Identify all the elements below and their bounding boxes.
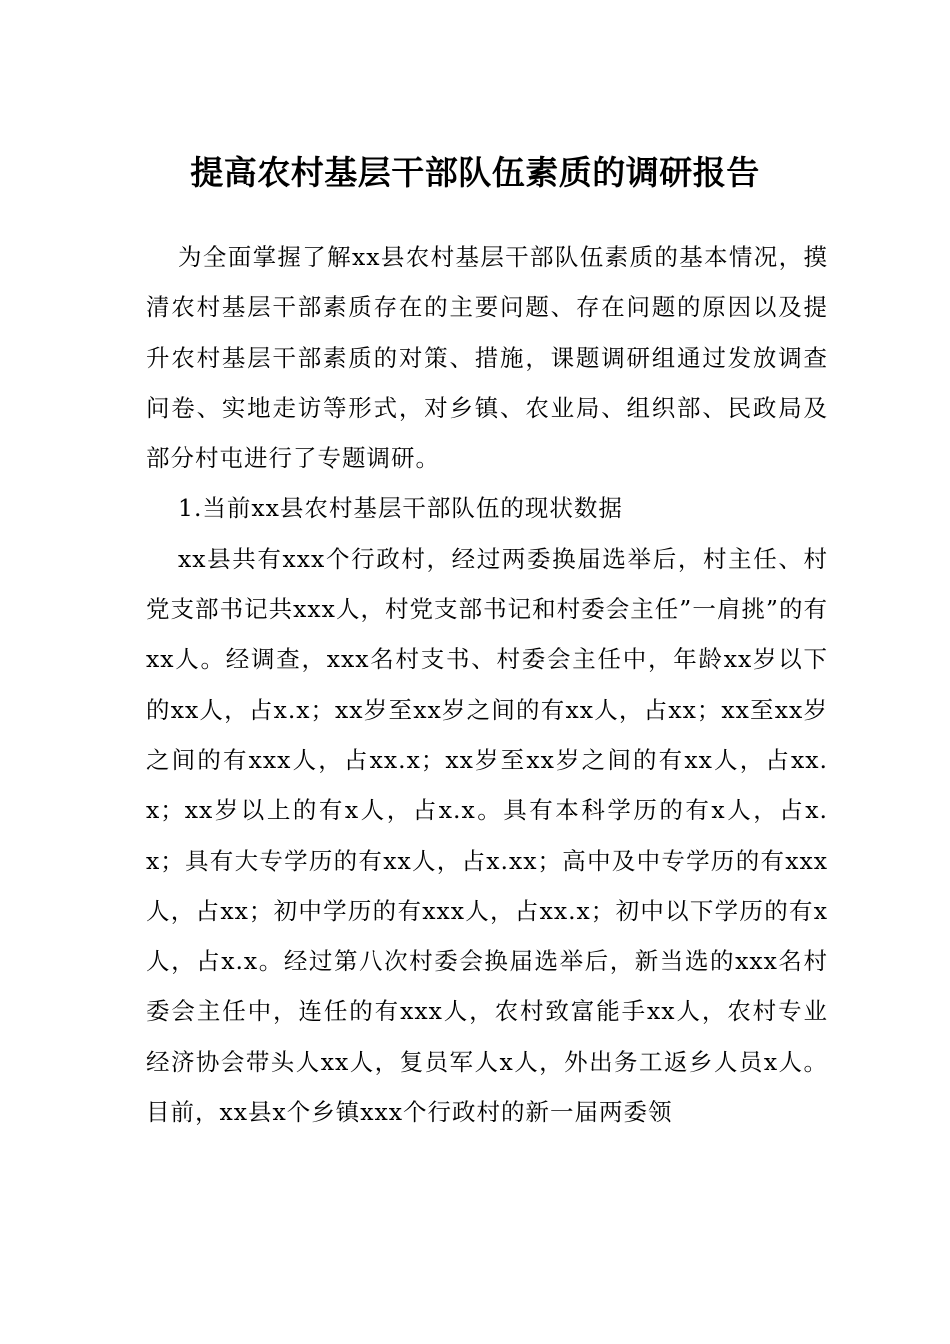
document-body [146,232,828,1137]
section-paragraph: xx县共有xxx个行政村，经过两委换届选举后，村主任、村党支部书记共xxx人，村党支部书记和村委会主任”一肩挑”的有xx人。经调查，xxx名村支书、村委会主任中，年龄xx岁以下的xx人，占x.x；xx岁至xx岁之间的有xx人，占xx；xx至xx岁之间的有xxx人，占xx.x；xx岁至xx岁之间的有xx人，占xx.x；xx岁以上的有x人，占x.x。具有本科学历的有x人，占x.x；具有大专学历的有xx人，占x.xx；高中及中专学历的有xxx人，占xx；初中学历的有xxx人，占xx.x；初中以下学历的有x人，占x.x。经过第八次村委会换届选举后，新当选的xxx名村委会主任中，连任的有xxx人，农村致富能手xx人，农村专业经济协会带头人xx人，复员军人x人，外出务工返乡人员x人。目前，xx县x个乡镇xxx个行政村的新一届两委领 [146,544,828,1127]
document-title: 提高农村基层干部队伍素质的调研报告 [190,153,760,192]
section-heading: 1.当前xx县农村基层干部队伍的现状数据 [178,494,623,523]
intro-paragraph: 为全面掌握了解xx县农村基层干部队伍素质的基本情况，摸清农村基层干部素质存在的主要问题、存在问题的原因以及提升农村基层干部素质的对策、措施，课题调研组通过发放调查问卷、实地走访等形式，对乡镇、农业局、组织部、民政局及部分村屯进行了专题调研。 [146,243,828,473]
